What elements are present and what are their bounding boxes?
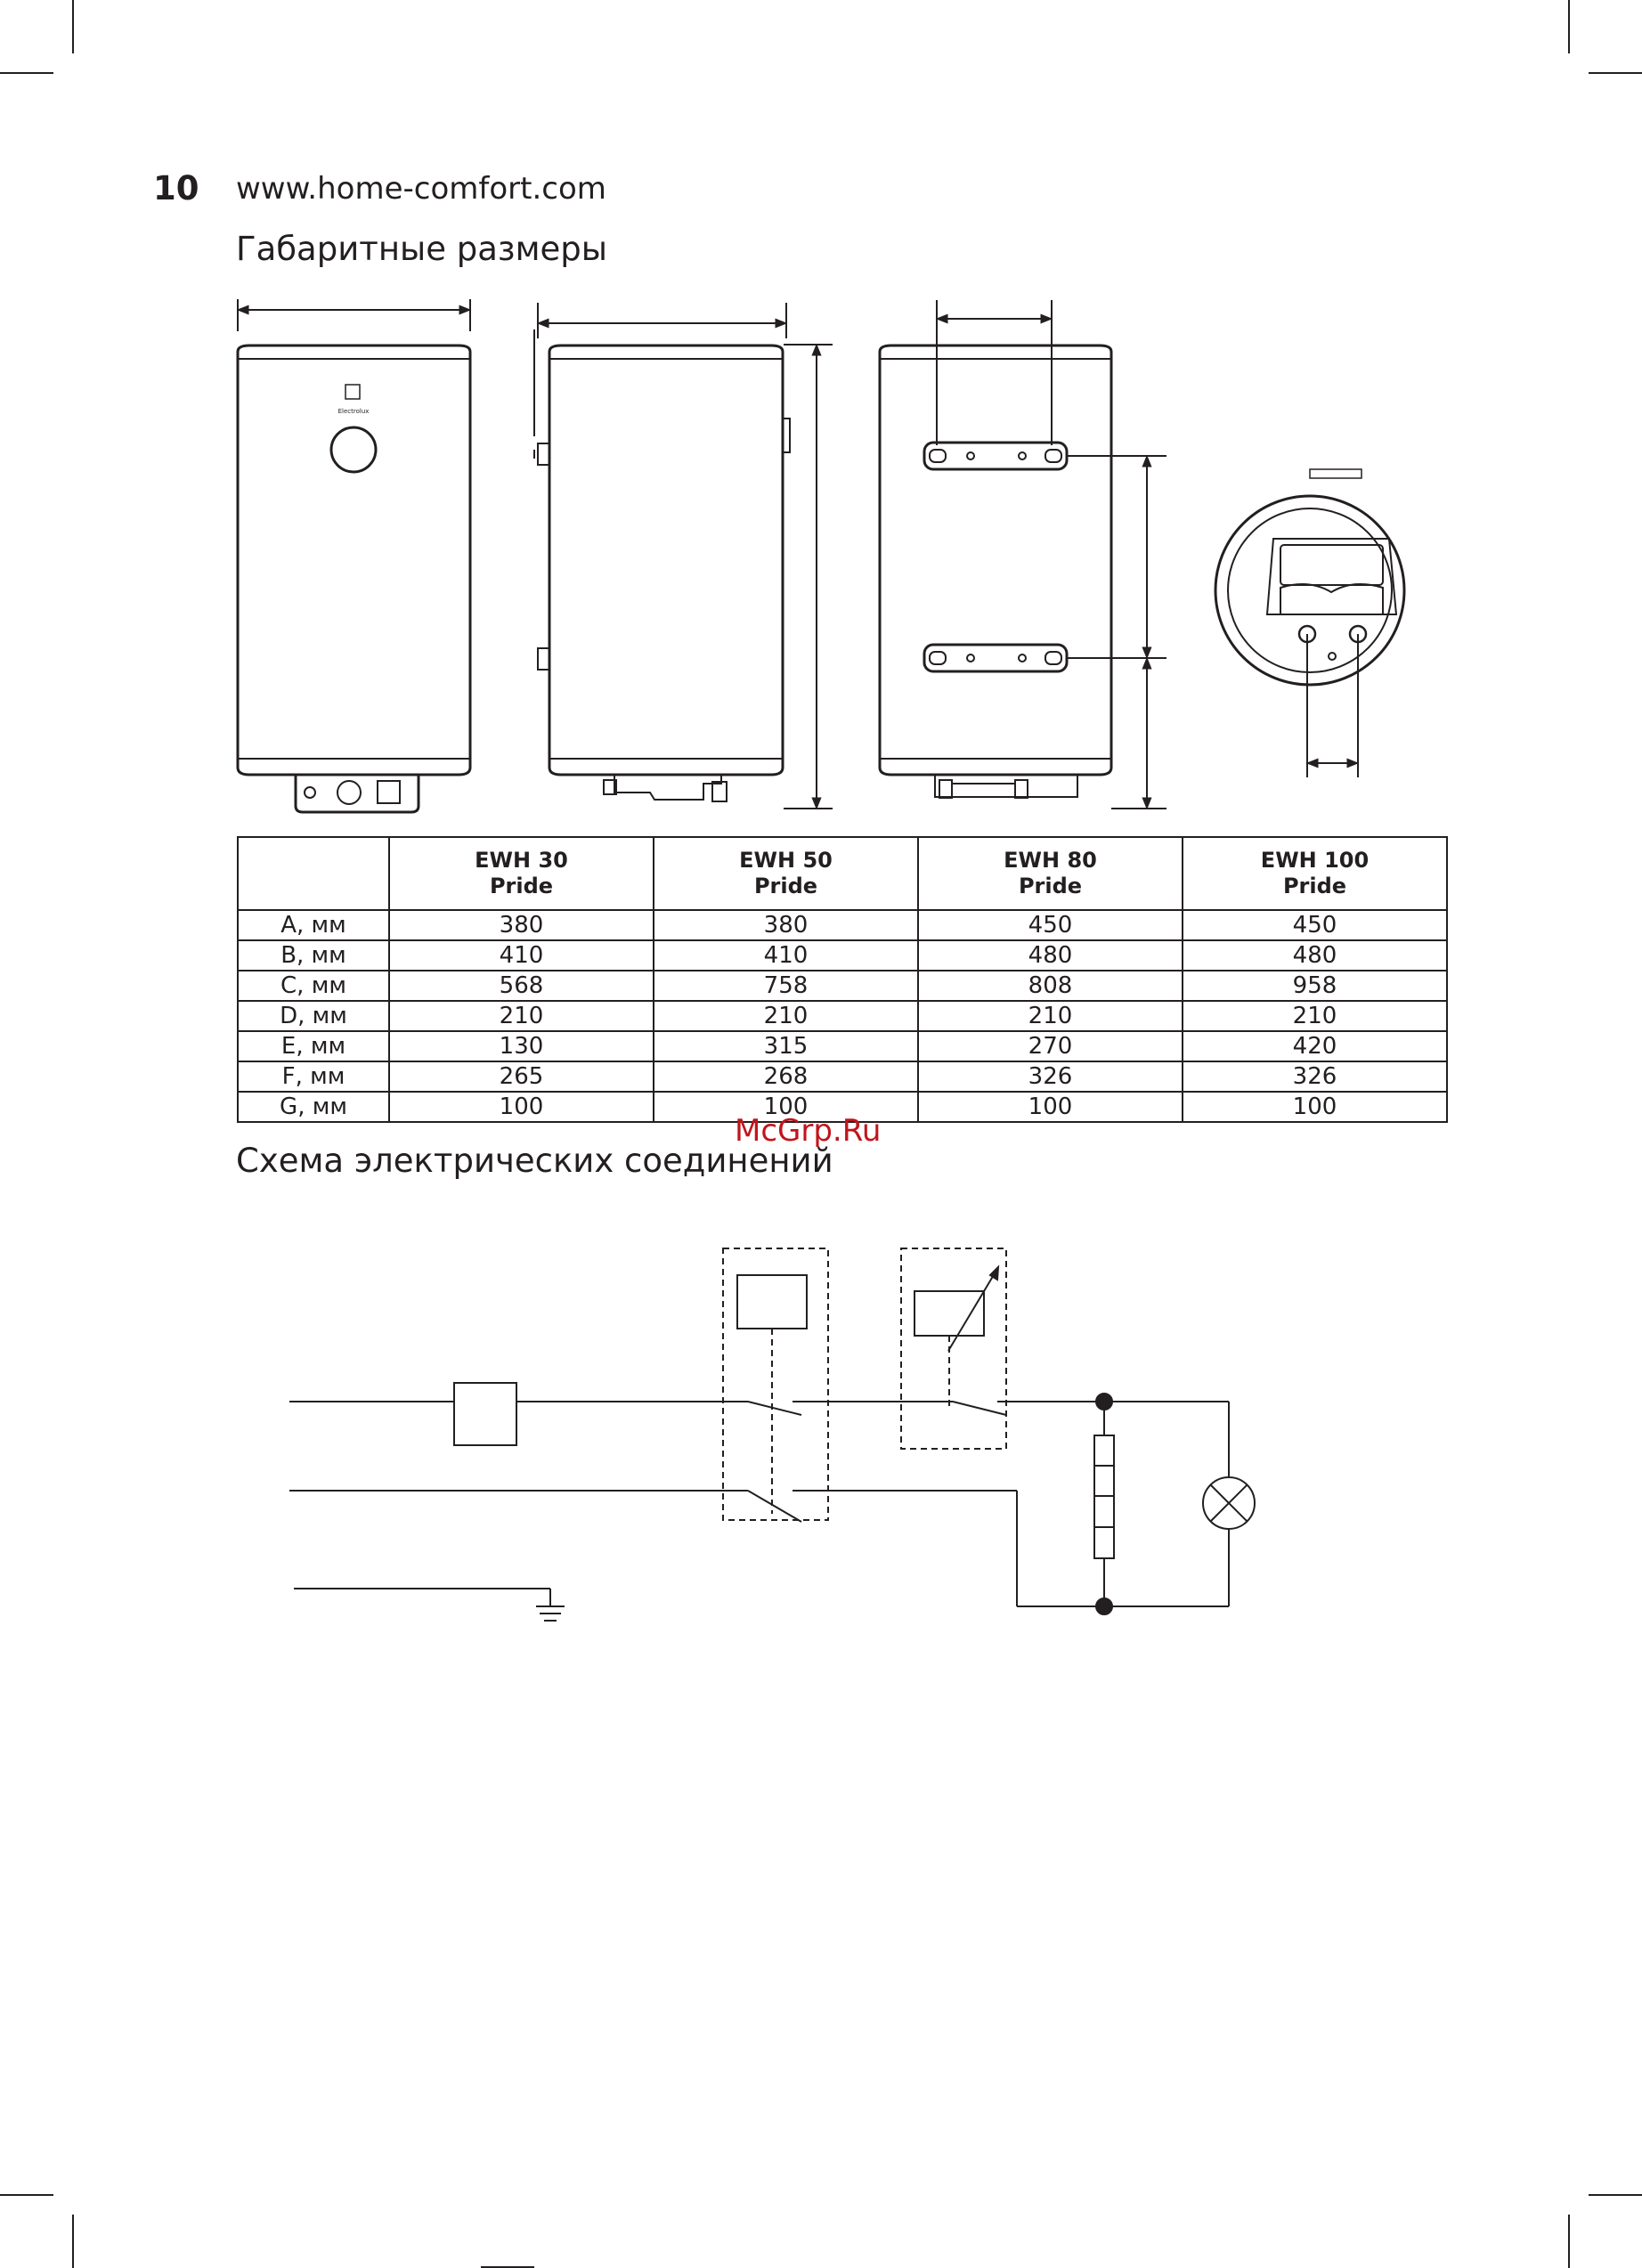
- table-row: [238, 1031, 1447, 1061]
- header-cell: EWH 80 Pride: [918, 837, 1183, 910]
- table-cell: 326: [1183, 1061, 1447, 1092]
- header-cell: EWH 100 Pride: [1183, 837, 1447, 910]
- table-cell: 380: [389, 910, 654, 940]
- table-cell: 270: [918, 1031, 1183, 1061]
- table-cell: 958: [1183, 971, 1447, 1001]
- table-cell: 100: [918, 1092, 1183, 1122]
- header-cell: EWH 30 Pride: [389, 837, 654, 910]
- safety-switch-box: [723, 1248, 828, 1520]
- table-cell: 410: [389, 940, 654, 971]
- table-row: [238, 971, 1447, 1001]
- dimensions-table: [237, 836, 1448, 1123]
- side-view: [534, 303, 833, 809]
- table-cell: 758: [654, 971, 918, 1001]
- dimensions-section-title: Габаритные размеры: [236, 230, 607, 268]
- header-cell-empty: [238, 837, 389, 910]
- table-cell: 315: [654, 1031, 918, 1061]
- table-cell: 210: [654, 1001, 918, 1031]
- table-cell: 420: [1183, 1031, 1447, 1061]
- table-row: [238, 1001, 1447, 1031]
- table-cell: 210: [1183, 1001, 1447, 1031]
- wiring-diagram: [267, 1229, 1291, 1647]
- row-label: C, мм: [238, 971, 389, 1001]
- bottom-view: [1215, 469, 1404, 777]
- table-cell: 480: [918, 940, 1183, 971]
- site-url[interactable]: www.home-comfort.com: [236, 171, 606, 207]
- back-view: [880, 300, 1166, 809]
- table-cell: 100: [389, 1092, 654, 1122]
- electrical-section-title: Схема электрических соединений: [236, 1142, 833, 1180]
- front-view: [238, 299, 470, 812]
- table-cell: 480: [1183, 940, 1447, 971]
- header-cell: EWH 50 Pride: [654, 837, 918, 910]
- brand-logo-text: Electrolux: [337, 408, 370, 415]
- table-cell: 130: [389, 1031, 654, 1061]
- crop-marks: [0, 2191, 1642, 2268]
- table-cell: 265: [389, 1061, 654, 1092]
- supply-box: [454, 1383, 516, 1445]
- table-cell: 410: [654, 940, 918, 971]
- table-cell: 326: [918, 1061, 1183, 1092]
- table-row: [238, 910, 1447, 940]
- table-cell: 450: [918, 910, 1183, 940]
- thermostat-box: [901, 1248, 1006, 1449]
- row-label: G, мм: [238, 1092, 389, 1122]
- row-label: A, мм: [238, 910, 389, 940]
- table-cell: 450: [1183, 910, 1447, 940]
- watermark: McGrp.Ru: [735, 1113, 882, 1149]
- row-label: B, мм: [238, 940, 389, 971]
- table-cell: 210: [918, 1001, 1183, 1031]
- row-label: F, мм: [238, 1061, 389, 1092]
- row-label: E, мм: [238, 1031, 389, 1061]
- row-label: D, мм: [238, 1001, 389, 1031]
- table-cell: 380: [654, 910, 918, 940]
- table-cell: 568: [389, 971, 654, 1001]
- table-cell: 100: [654, 1092, 918, 1122]
- table-header-row: [238, 837, 1447, 910]
- table-row: [238, 940, 1447, 971]
- table-cell: 268: [654, 1061, 918, 1092]
- table-row: [238, 1061, 1447, 1092]
- table-cell: 100: [1183, 1092, 1447, 1122]
- table-cell: 210: [389, 1001, 654, 1031]
- table-cell: 808: [918, 971, 1183, 1001]
- page-number: 10: [153, 169, 199, 207]
- dimensions-drawing: [0, 0, 1642, 837]
